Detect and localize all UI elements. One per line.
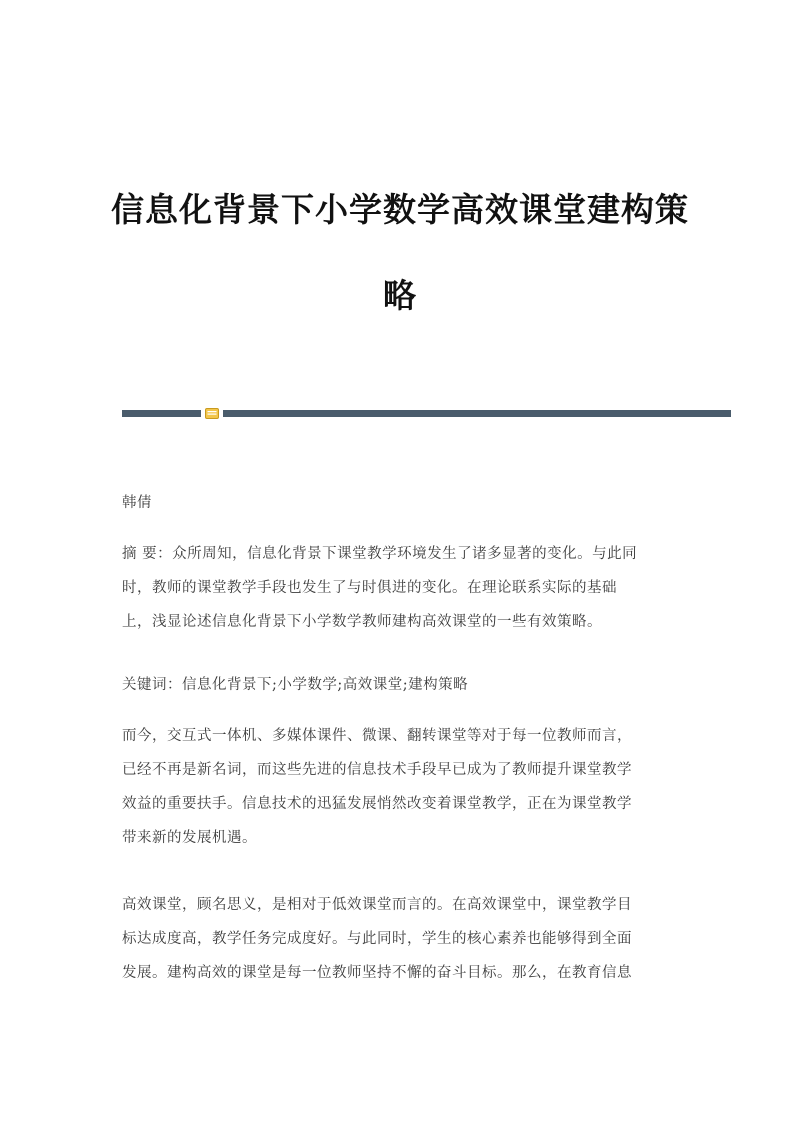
- paragraph-line: 效益的重要扶手。信息技术的迅猛发展悄然改变着课堂教学，正在为课堂教学: [122, 796, 632, 812]
- paragraph-line: 而今，交互式一体机、多媒体课件、微课、翻转课堂等对于每一位教师而言，: [122, 728, 632, 744]
- paragraph-line: 带来新的发展机遇。: [122, 830, 257, 846]
- document-title-line-2: 略: [383, 276, 417, 315]
- body-paragraph-1: [122, 719, 682, 855]
- paragraph-line: 发展。建构高效的课堂是每一位教师坚持不懈的奋斗目标。那么，在教育信息: [122, 965, 632, 981]
- title-divider: [122, 410, 731, 417]
- abstract-line: 摘 要：众所周知，信息化背景下课堂教学环境发生了诸多显著的变化。与此同: [122, 546, 638, 562]
- paragraph-line: 高效课堂，顾名思义，是相对于低效课堂而言的。在高效课堂中，课堂教学目: [122, 897, 632, 913]
- abstract-line: 上，浅显论述信息化背景下小学数学教师建构高效课堂的一些有效策略。: [122, 614, 602, 630]
- abstract-line: 时，教师的课堂教学手段也发生了与时俱进的变化。在理论联系实际的基础: [122, 580, 617, 596]
- paragraph-line: 已经不再是新名词，而这些先进的信息技术手段早已成为了教师提升课堂教学: [122, 762, 632, 778]
- keywords: 关键词：信息化背景下;小学数学;高效课堂;建构策略: [122, 677, 469, 693]
- abstract: [122, 537, 682, 639]
- document-badge-icon: [205, 408, 219, 419]
- divider-bar-right: [223, 410, 731, 417]
- paragraph-line: 标达成度高，教学任务完成度好。与此同时，学生的核心素养也能够得到全面: [122, 931, 632, 947]
- body-paragraph-2: [122, 888, 682, 990]
- document-title-line-1: 信息化背景下小学数学高效课堂建构策: [111, 190, 689, 229]
- author-name: 韩倩: [122, 495, 152, 511]
- divider-bar-left: [122, 410, 201, 417]
